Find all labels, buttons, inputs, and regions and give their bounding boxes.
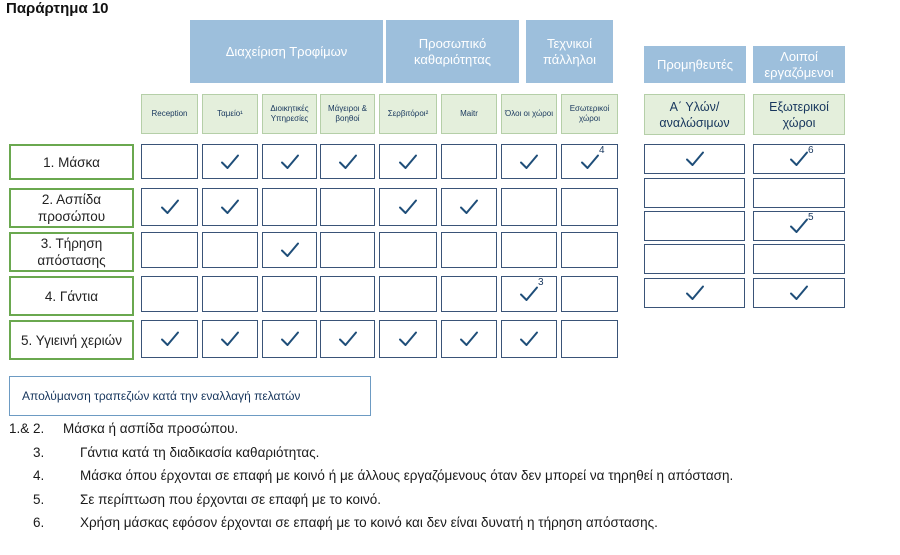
- table-cell: [561, 276, 618, 312]
- table-cell: [202, 232, 258, 268]
- check-icon: [338, 330, 358, 348]
- table-cell: [262, 320, 317, 358]
- table-cell: [202, 144, 258, 179]
- column-header: Maitr: [441, 94, 497, 134]
- table-cell: [501, 320, 557, 358]
- check-icon: [459, 198, 479, 216]
- check-icon: [519, 153, 539, 171]
- table-cell: [753, 244, 845, 274]
- table-cell: [202, 276, 258, 312]
- table-cell: [379, 276, 437, 312]
- table-cell: [202, 188, 258, 226]
- table-cell: [262, 144, 317, 179]
- check-icon: [280, 241, 300, 259]
- table-cell: [501, 232, 557, 268]
- footnote-ref: 3: [538, 277, 544, 288]
- footnote-number: 4.: [33, 468, 45, 483]
- table-cell: [379, 232, 437, 268]
- table-cell: [262, 188, 317, 226]
- table-cell: [644, 144, 745, 174]
- table-cell: [753, 178, 845, 208]
- table-cell: [320, 144, 375, 179]
- check-icon: [160, 330, 180, 348]
- column-header: Όλοι οι χώροι: [501, 94, 557, 134]
- table-cell: [320, 232, 375, 268]
- footnote-line: [33, 468, 733, 483]
- footnote-text: Γάντια κατά τη διαδικασία καθαριότητας.: [80, 445, 320, 460]
- table-cell: [561, 144, 618, 179]
- footnote-ref: 6: [808, 145, 814, 156]
- column-header: Εξωτερικοί χώροι: [753, 94, 845, 135]
- table-cell: [561, 188, 618, 226]
- check-icon: [398, 153, 418, 171]
- table-cell: [320, 276, 375, 312]
- check-icon: [220, 198, 240, 216]
- column-header: Α΄ Υλών/ αναλώσιμων: [644, 94, 745, 135]
- table-cell: [441, 276, 497, 312]
- table-cell: [753, 278, 845, 308]
- footnote-line: [33, 492, 381, 507]
- table-cell: [262, 276, 317, 312]
- check-icon: [519, 330, 539, 348]
- footnote-number: 1.& 2.: [9, 421, 45, 436]
- table-cell: [644, 211, 745, 241]
- table-cell: [141, 188, 198, 226]
- check-icon: [280, 153, 300, 171]
- check-icon: [789, 217, 809, 235]
- footnote-text: Χρήση μάσκας εφόσον έρχονται σε επαφή με το κοινό και δεν είναι δυνατή η τήρηση απόστασης.: [80, 515, 658, 530]
- table-cell: [202, 320, 258, 358]
- check-icon: [338, 153, 358, 171]
- check-icon: [398, 198, 418, 216]
- check-icon: [789, 284, 809, 302]
- table-cell: [441, 188, 497, 226]
- table-cell: [379, 188, 437, 226]
- table-cell: [141, 232, 198, 268]
- footnote-text: Μάσκα όπου έρχονται σε επαφή με κοινό ή με άλλους εργαζόμενους όταν δεν μπορεί να τηρηθεί η απόσταση.: [80, 468, 734, 483]
- table-cell: [262, 232, 317, 268]
- group-header: Διαχείριση Τροφίμων: [190, 20, 383, 83]
- table-cell: [141, 144, 198, 179]
- footnote-line: [9, 421, 238, 436]
- table-cell: [753, 211, 845, 241]
- table-cell: [644, 178, 745, 208]
- column-header: Μάγειροι & βοηθοί: [320, 94, 375, 134]
- table-cell: [320, 320, 375, 358]
- table-cell: [644, 244, 745, 274]
- check-icon: [160, 198, 180, 216]
- footnote-ref: 4: [599, 145, 605, 156]
- table-cell: [753, 144, 845, 174]
- check-icon: [459, 330, 479, 348]
- table-cell: [441, 144, 497, 179]
- row-label: 4. Γάντια: [9, 276, 134, 316]
- check-icon: [220, 153, 240, 171]
- table-cell: [141, 320, 198, 358]
- check-icon: [685, 284, 705, 302]
- note-box: Απολύμανση τραπεζιών κατά την εναλλαγή πελατών: [9, 376, 371, 416]
- group-header: Προμηθευτές: [644, 46, 746, 83]
- footnote-number: 6.: [33, 515, 45, 530]
- check-icon: [580, 153, 600, 171]
- column-header: Σερβιτόροι²: [379, 94, 437, 134]
- table-cell: [501, 188, 557, 226]
- footnote-ref: 5: [808, 212, 814, 223]
- row-label: 5. Υγιεινή χεριών: [9, 320, 134, 360]
- footnote-line: [33, 515, 658, 530]
- table-cell: [561, 232, 618, 268]
- check-icon: [220, 330, 240, 348]
- footnote-text: Σε περίπτωση που έρχονται σε επαφή με το κοινό.: [80, 492, 381, 507]
- footnote-number: 5.: [33, 492, 45, 507]
- row-label: 1. Μάσκα: [9, 144, 134, 180]
- table-cell: [320, 188, 375, 226]
- check-icon: [789, 150, 809, 168]
- column-header: Reception: [141, 94, 198, 134]
- table-cell: [379, 144, 437, 179]
- table-cell: [441, 232, 497, 268]
- footnote-text: Μάσκα ή ασπίδα προσώπου.: [63, 421, 239, 436]
- page-title: Παράρτημα 10: [6, 0, 109, 17]
- table-cell: [501, 276, 557, 312]
- group-header: Τεχνικοί πάλληλοι: [526, 20, 613, 83]
- check-icon: [398, 330, 418, 348]
- table-cell: [441, 320, 497, 358]
- table-cell: [644, 278, 745, 308]
- column-header: Ταμείο¹: [202, 94, 258, 134]
- table-cell: [379, 320, 437, 358]
- row-label: 3. Τήρηση απόστασης: [9, 232, 134, 272]
- row-label: 2. Ασπίδα προσώπου: [9, 188, 134, 228]
- table-cell: [561, 320, 618, 358]
- footnote-number: 3.: [33, 445, 45, 460]
- column-header: Εσωτερικοί χώροι: [561, 94, 618, 134]
- table-cell: [141, 276, 198, 312]
- check-icon: [519, 285, 539, 303]
- table-cell: [501, 144, 557, 179]
- check-icon: [685, 150, 705, 168]
- check-icon: [280, 330, 300, 348]
- column-header: Διοικητικές Υπηρεσίες: [262, 94, 317, 134]
- group-header: Λοιποί εργαζόμενοι: [753, 46, 845, 83]
- group-header: Προσωπικό καθαριότητας: [386, 20, 519, 83]
- footnote-line: [33, 445, 319, 460]
